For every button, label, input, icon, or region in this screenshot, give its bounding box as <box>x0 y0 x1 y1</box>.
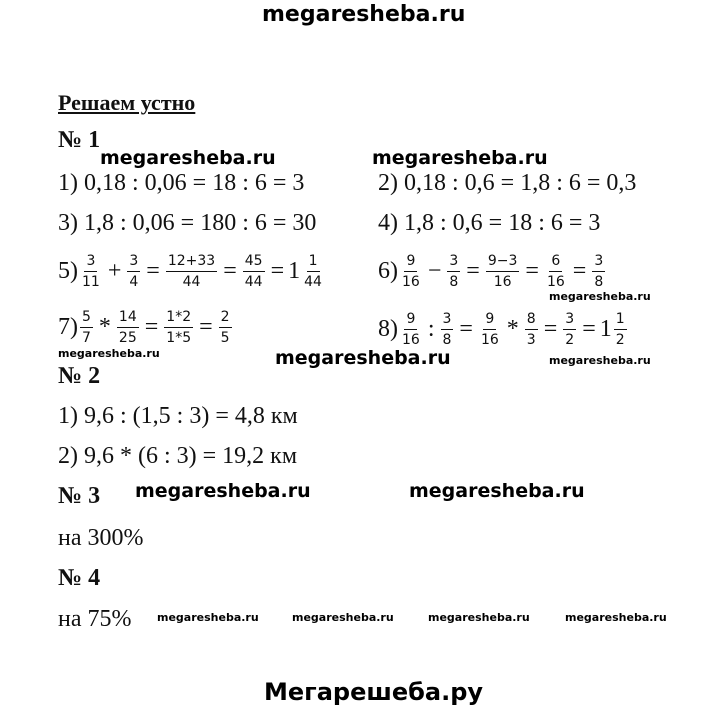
fraction: $\frac{3}{4}$ <box>129 252 139 290</box>
task1-expression-4: 4) 1,8 : 0,6 = 18 : 6 = 3 <box>378 210 601 236</box>
fraction: $\frac{6}{16}$ <box>546 252 565 290</box>
equals-sign: = <box>270 257 285 284</box>
task1-expression-7 <box>58 304 234 350</box>
watermark-bottom: Мегарешеба.ру <box>264 678 484 706</box>
fraction: $\frac{1}{44}$ <box>304 252 322 290</box>
fraction: $\frac{3}{8}$ <box>449 252 459 290</box>
fraction: $\frac{3}{2}$ <box>565 310 575 348</box>
watermark: megaresheba.ru <box>275 347 451 369</box>
equals-sign: = <box>466 257 480 284</box>
watermark: megaresheba.ru <box>135 480 311 502</box>
task1-expression-5 <box>58 248 326 294</box>
expression-prefix: 7) <box>58 313 78 340</box>
watermark-small: megaresheba.ru <box>549 290 651 303</box>
task1-expression-6 <box>378 248 607 294</box>
equals-sign: = <box>525 257 539 284</box>
watermark-small: megaresheba.ru <box>157 611 259 624</box>
watermark-small: megaresheba.ru <box>428 611 530 624</box>
equals-sign: = <box>144 313 159 340</box>
task2-expression-1: 1) 9,6 : (1,5 : 3) = 4,8 км <box>58 403 298 429</box>
task-number-4: № 4 <box>58 565 101 591</box>
equals-sign: = <box>146 257 160 284</box>
operator: − <box>427 257 442 284</box>
operator: + <box>107 257 122 284</box>
task2-expression-2: 2) 9,6 * (6 : 3) = 19,2 км <box>58 443 298 469</box>
watermark-small: megaresheba.ru <box>565 611 667 624</box>
fraction: $\frac{9-3}{16}$ <box>487 252 518 290</box>
fraction: $\frac{45}{44}$ <box>244 252 263 290</box>
fraction: $\frac{5}{7}$ <box>82 308 91 346</box>
task-number-1: № 1 <box>58 127 101 153</box>
watermark: megaresheba.ru <box>409 480 585 502</box>
mixed-number: 1 $\frac{1}{44}$ <box>288 252 322 290</box>
watermark-small: megaresheba.ru <box>58 347 160 360</box>
fraction: $\frac{3}{8}$ <box>442 310 452 348</box>
expression-prefix: 6) <box>378 257 398 284</box>
watermark: megaresheba.ru <box>100 147 276 169</box>
equals-sign: = <box>199 313 213 340</box>
task-number-2: № 2 <box>58 363 101 389</box>
fraction: $\frac{3}{8}$ <box>594 252 604 290</box>
fraction: $\frac{9}{16}$ <box>402 310 420 348</box>
task1-expression-3: 3) 1,8 : 0,06 = 180 : 6 = 30 <box>58 210 317 236</box>
operator: : <box>427 315 435 342</box>
fraction: $\frac{1*2}{1*5}$ <box>166 308 192 346</box>
fraction: $\frac{2}{5}$ <box>220 308 230 346</box>
task4-answer: на 75% <box>58 606 132 632</box>
equals-sign: = <box>572 257 587 284</box>
fraction: $\frac{8}{3}$ <box>526 310 536 348</box>
task1-expression-8 <box>378 306 629 352</box>
fraction: $\frac{14}{25}$ <box>118 308 137 346</box>
equals-sign: = <box>459 315 473 342</box>
section-heading: Решаем устно <box>58 90 196 115</box>
watermark: megaresheba.ru <box>372 147 548 169</box>
watermark-top: megaresheba.ru <box>262 2 466 27</box>
task-number-3: № 3 <box>58 483 101 509</box>
operator: * <box>506 315 519 342</box>
fraction: $\frac{9}{16}$ <box>402 252 420 290</box>
fraction: $\frac{9}{16}$ <box>480 310 499 348</box>
fraction: $\frac{3}{11}$ <box>82 252 100 290</box>
task1-expression-1: 1) 0,18 : 0,06 = 18 : 6 = 3 <box>58 170 305 196</box>
watermark-small: megaresheba.ru <box>292 611 394 624</box>
mixed-number: 1 $\frac{1}{2}$ <box>599 310 625 348</box>
fraction: $\frac{12+33}{44}$ <box>167 252 216 290</box>
task1-expression-2: 2) 0,18 : 0,6 = 1,8 : 6 = 0,3 <box>378 170 637 196</box>
fraction: $\frac{1}{2}$ <box>615 310 625 348</box>
task3-answer: на 300% <box>58 525 144 551</box>
equals-sign: = <box>543 315 558 342</box>
watermark-small: megaresheba.ru <box>549 354 651 367</box>
expression-prefix: 8) <box>378 315 398 342</box>
expression-prefix: 5) <box>58 257 78 284</box>
operator: * <box>98 313 111 340</box>
equals-sign: = <box>582 315 596 342</box>
equals-sign: = <box>223 257 237 284</box>
